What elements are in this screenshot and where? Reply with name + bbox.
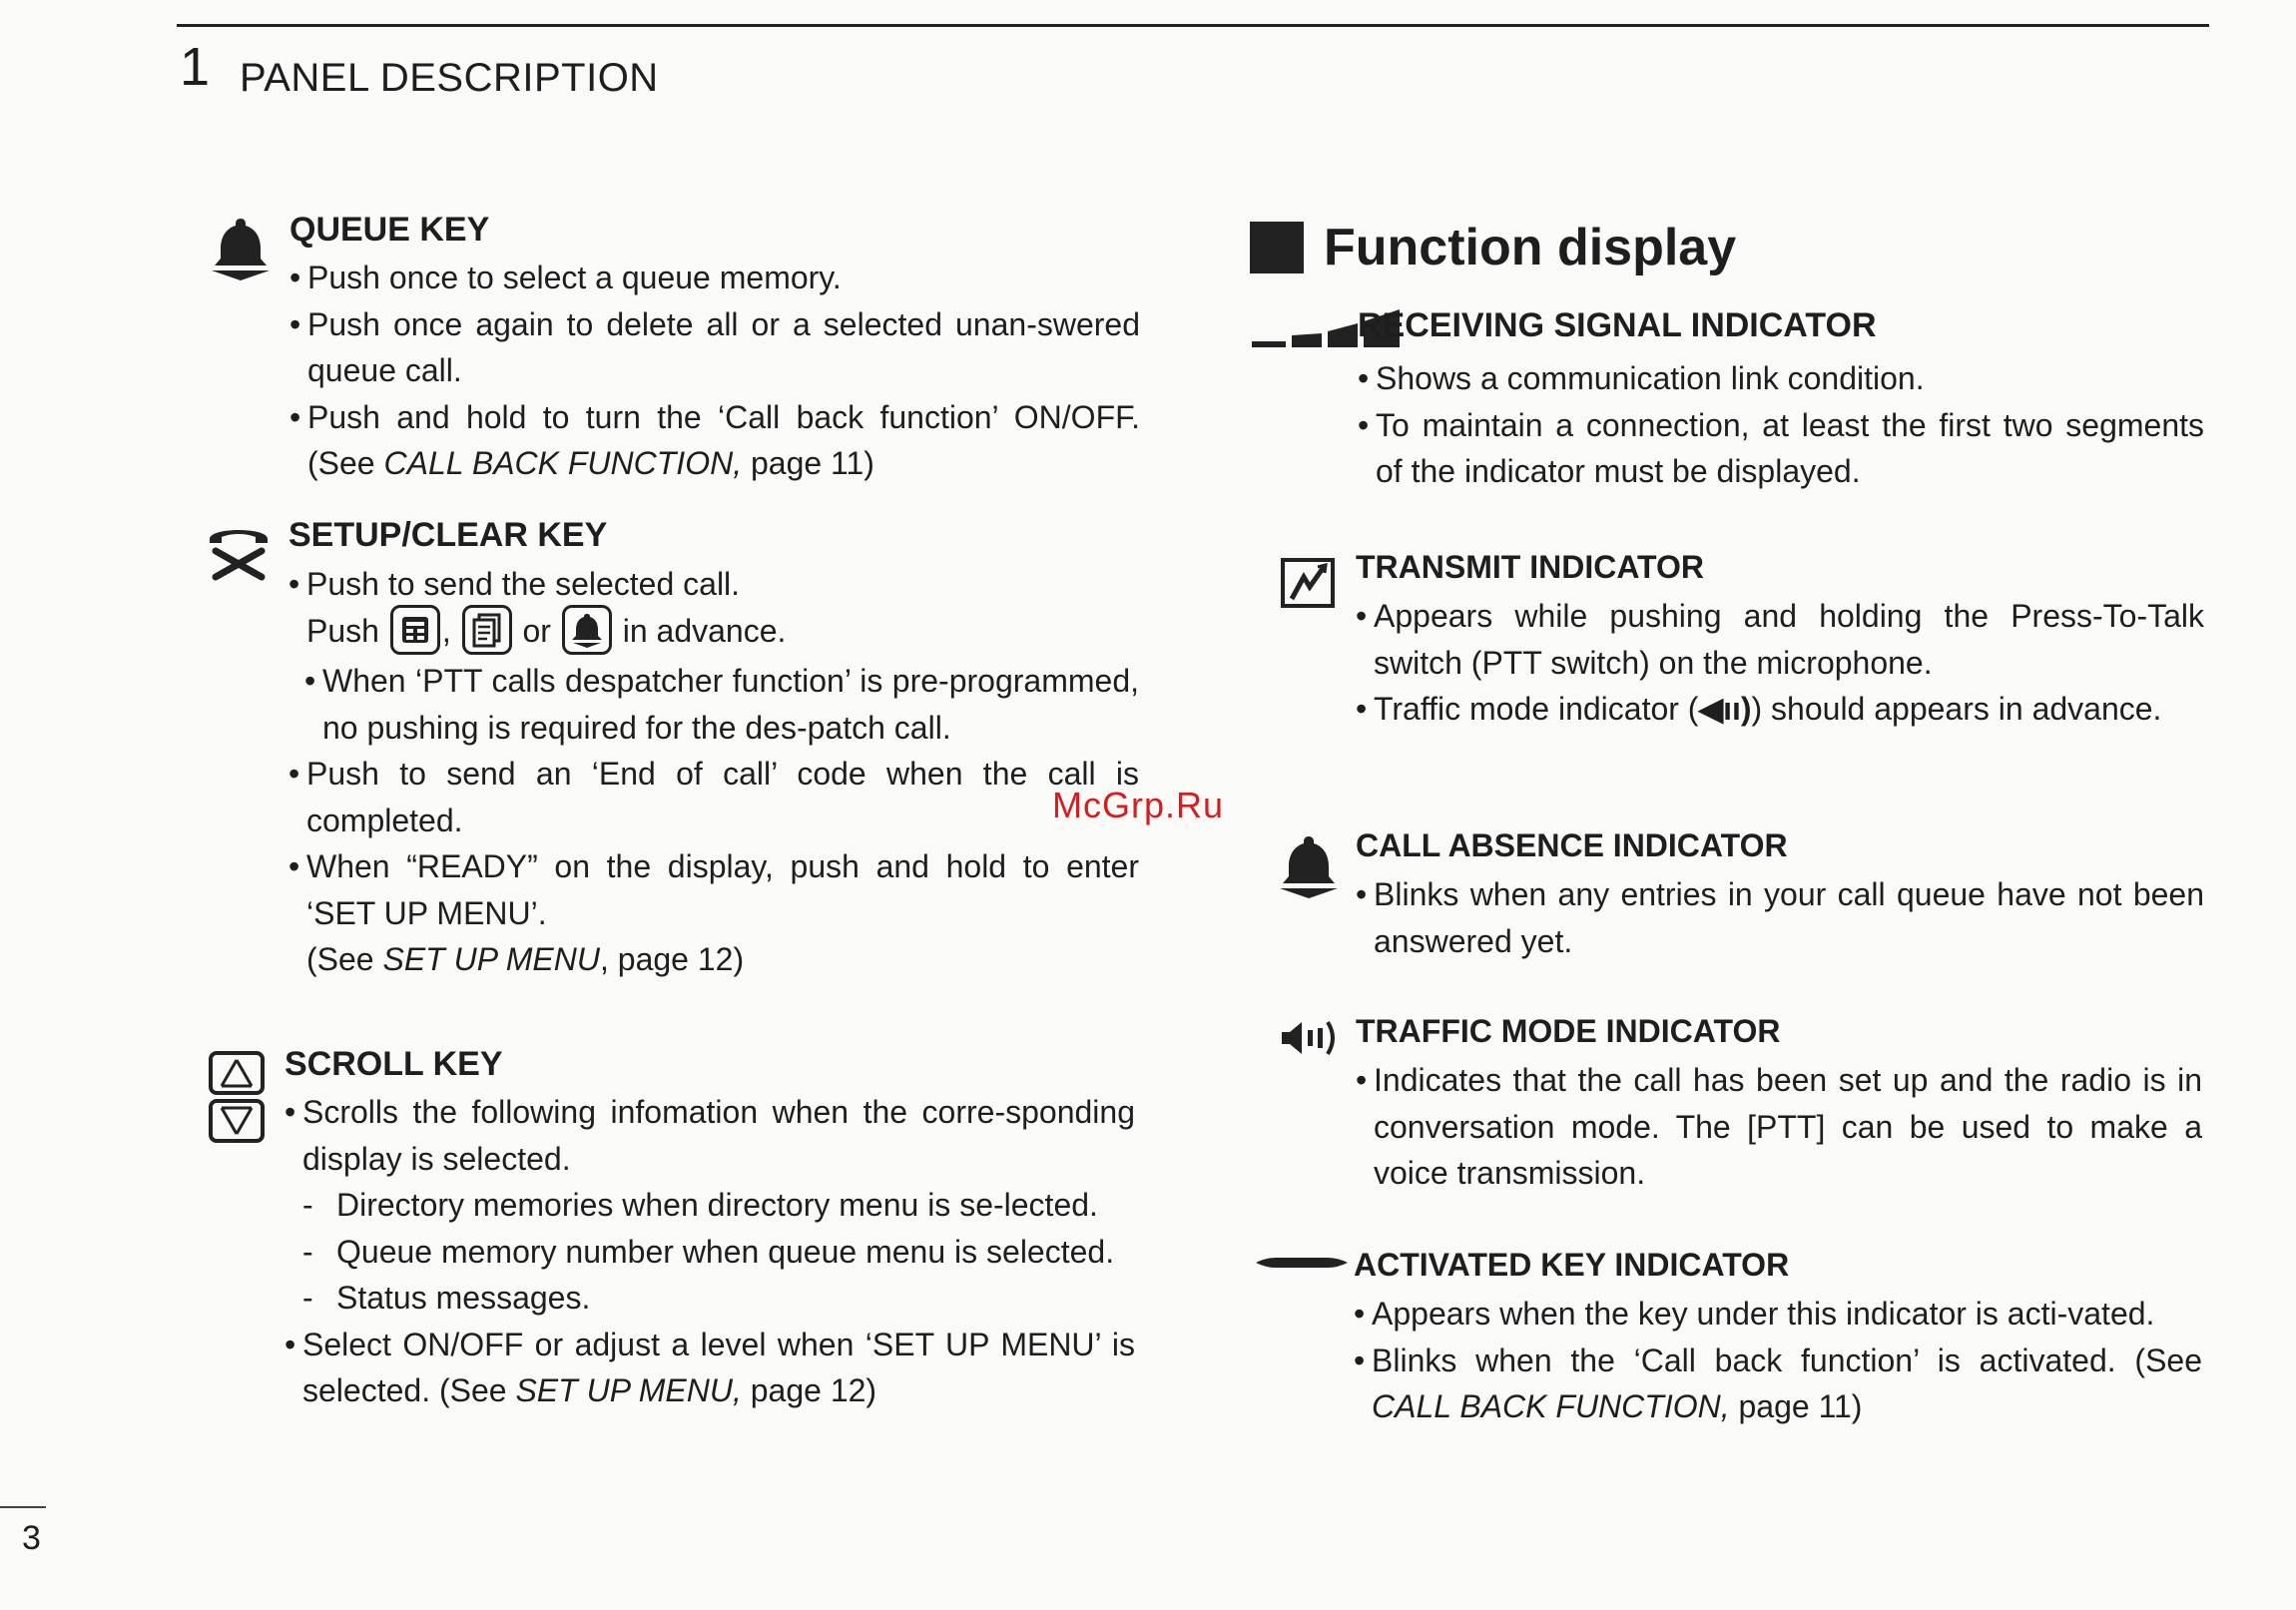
function-display-title: Function display: [1324, 219, 1737, 276]
transmit-section: [1356, 547, 2204, 733]
setup-key-bullet-1: • Push to send the selected call.: [288, 561, 1139, 608]
page-number: 3: [22, 1519, 41, 1557]
setup-key-bullet-2: • Push to send an ‘End of call’ code when the call is completed.: [288, 751, 1139, 843]
scroll-key-dash-1: - Directory memories when directory menu is se-lected.: [302, 1182, 1135, 1229]
call-absence-bullet-1: • Blinks when any entries in your call queue have not been answered yet.: [1356, 871, 2204, 964]
chapter-number: 1: [180, 37, 211, 97]
transmit-bullet-1: • Appears while pushing and holding the Press-To-Talk switch (PTT switch) on the microphone.: [1356, 593, 2204, 686]
receiving-signal-body: [1358, 355, 2204, 495]
status-key-icon: [462, 605, 512, 655]
scroll-key-bullet-2: • Select ON/OFF or adjust a level when ‘SET UP MENU’ is selected. (See SET UP MENU, page 12): [285, 1322, 1135, 1414]
push-keys-line: Push , or in advance.: [288, 608, 1139, 659]
transmit-icon: [1280, 557, 1336, 614]
setup-key-bullet-3: • When “READY” on the display, push and hold to enter ‘SET UP MENU’.: [288, 843, 1139, 936]
queue-key-bullet-1: • Push once to select a queue memory.: [289, 255, 1140, 301]
scroll-key-dash-3: - Status messages.: [302, 1275, 1135, 1322]
queue-key-bullet-2: • Push once again to delete all or a selected unan-swered queue call.: [289, 301, 1140, 394]
receiving-bullet-1: • Shows a communication link condition.: [1358, 355, 2204, 402]
receiving-signal-title: RECEIVING SIGNAL INDICATOR: [1358, 306, 1877, 344]
traffic-mode-section: [1356, 1011, 2202, 1197]
bell-icon: [208, 215, 274, 289]
queue-key-title: QUEUE KEY: [289, 211, 490, 249]
chapter-title: PANEL DESCRIPTION: [240, 56, 659, 100]
activated-key-bar-icon: [1256, 1256, 1348, 1274]
section-marker: [1250, 222, 1304, 273]
traffic-mode-title: TRAFFIC MODE INDICATOR: [1356, 1013, 1781, 1049]
traffic-mode-bullet-1: • Indicates that the call has been set up and the radio is in conversation mode. The [PTT] can be used to make a voice transmission.: [1356, 1057, 2202, 1197]
queue-key-icon: [562, 605, 612, 655]
transmit-title: TRANSMIT INDICATOR: [1356, 549, 1705, 585]
activated-bullet-1: • Appears when the key under this indicator is acti-vated.: [1354, 1291, 2202, 1338]
activated-key-title: ACTIVATED KEY INDICATOR: [1354, 1247, 1790, 1283]
queue-key-bullet-3: • Push and hold to turn the ‘Call back function’ ON/OFF. (See CALL BACK FUNCTION, page 11): [289, 394, 1140, 487]
setup-key-see-ref: (See SET UP MENU, page 12): [306, 941, 745, 978]
traffic-mode-inline-icon: ◀ıı): [1698, 691, 1752, 727]
traffic-mode-icon: [1280, 1018, 1340, 1063]
call-absence-bell-icon: [1276, 832, 1342, 907]
handset-x-icon: [206, 521, 272, 586]
directory-key-icon: [390, 605, 440, 655]
activated-key-section: [1354, 1245, 2202, 1430]
setup-clear-key-section: [288, 515, 1139, 983]
transmit-bullet-2: • Traffic mode indicator (◀ıı)) should appears in advance.: [1356, 686, 2204, 733]
queue-key-section: [289, 210, 1140, 487]
scroll-up-icon: [208, 1050, 266, 1101]
scroll-key-title: SCROLL KEY: [285, 1045, 503, 1083]
scroll-key-bullet-1: • Scrolls the following infomation when the corre-sponding display is selected.: [285, 1089, 1135, 1182]
receiving-bullet-2: • To maintain a connection, at least the first two segments of the indicator must be displayed.: [1358, 402, 2204, 495]
scroll-key-dash-2: - Queue memory number when queue menu is selected.: [302, 1229, 1135, 1276]
scroll-key-section: [285, 1044, 1135, 1414]
call-absence-section: [1356, 825, 2204, 964]
call-absence-title: CALL ABSENCE INDICATOR: [1356, 827, 1788, 863]
setup-key-sub-bullet: • When ‘PTT calls despatcher function’ is pre-programmed, no pushing is required for the des-patch call.: [288, 658, 1139, 751]
receiving-signal-section: [1358, 305, 2206, 350]
page-number-rule: [0, 1506, 46, 1508]
setup-clear-key-title: SETUP/CLEAR KEY: [288, 516, 608, 554]
top-rule: [177, 24, 2209, 27]
activated-bullet-2: • Blinks when the ‘Call back function’ is activated. (See CALL BACK FUNCTION, page 11): [1354, 1338, 2202, 1430]
watermark: McGrp.Ru: [1052, 785, 1225, 825]
scroll-down-icon: [208, 1098, 266, 1149]
